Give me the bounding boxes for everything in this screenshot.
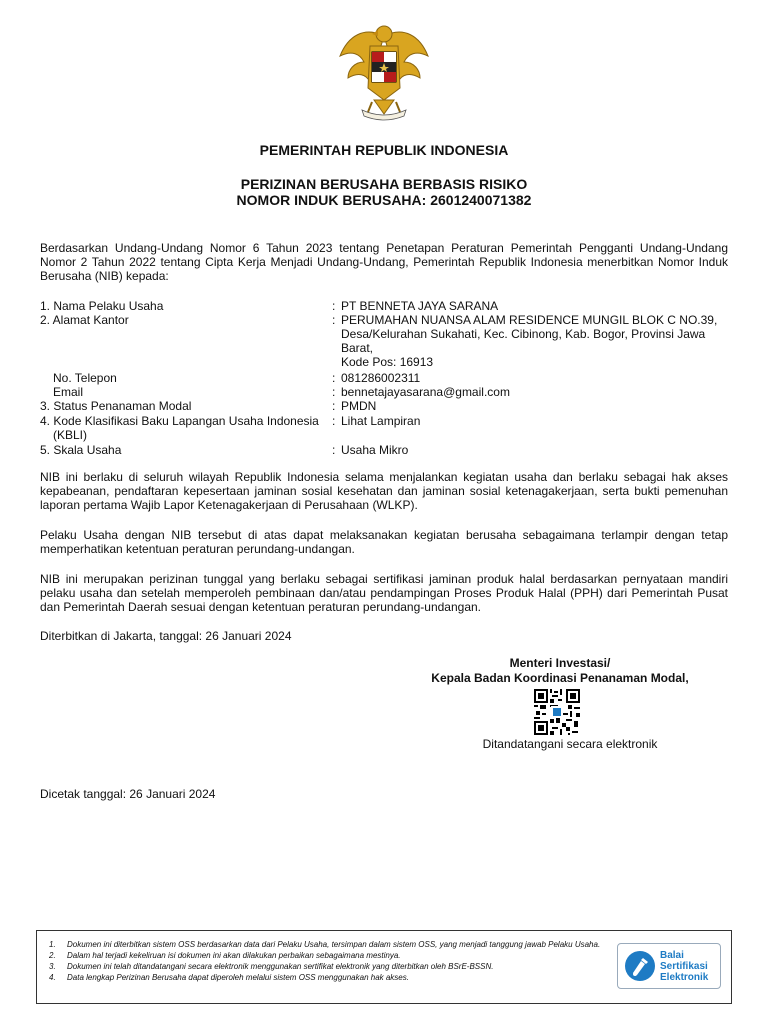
field-value: bennetajayasarana@gmail.com (341, 385, 510, 399)
field-colon: : (332, 313, 336, 327)
electronic-signature-note: Ditandatangani secara elektronik (482, 737, 658, 751)
issued-date: Diterbitkan di Jakarta, tanggal: 26 Januari 2024 (40, 629, 292, 643)
footer-note (49, 939, 609, 950)
garuda-emblem (334, 16, 434, 124)
nib-number: NOMOR INDUK BERUSAHA: 2601240071382 (236, 192, 532, 208)
footer-notes-list (49, 939, 609, 983)
printed-date: Dicetak tanggal: 26 Januari 2024 (40, 787, 216, 801)
bsre-line: Elektronik (660, 972, 709, 983)
field-colon: : (332, 385, 336, 399)
field-label: 2. Alamat Kantor (40, 313, 129, 327)
note-number: 3. (49, 962, 56, 971)
footer-note (49, 972, 609, 983)
bsre-logo-icon (624, 950, 656, 982)
note-text: Dokumen ini telah ditandatangani secara elektronik menggunakan sertifikat elektronik yang diterbitkan oleh BSrE-BSSN. (67, 962, 494, 971)
bsre-line: Sertifikasi (660, 961, 708, 972)
note-number: 2. (49, 951, 56, 960)
signatory-title: Menteri Investasi/ (509, 656, 611, 670)
field-value: Lihat Lampiran (341, 414, 421, 428)
kbli-label-line: 4. Kode Klasifikasi Baku Lapangan Usaha Indonesia (40, 414, 319, 428)
field-colon: : (332, 399, 336, 413)
field-colon: : (332, 299, 336, 313)
alamat-line: Desa/Kelurahan Sukahati, Kec. Cibinong, Kab. Bogor, Provinsi Jawa (341, 327, 706, 341)
footer-note (49, 961, 609, 972)
footer-note (49, 950, 609, 961)
field-label (40, 414, 322, 442)
qr-code (534, 689, 580, 735)
field-colon: : (332, 443, 336, 457)
kbli-label-line: (KBLI) (53, 428, 88, 442)
note-number: 4. (49, 973, 56, 982)
field-value: PT BENNETA JAYA SARANA (341, 299, 499, 313)
intro-paragraph: Berdasarkan Undang-Undang Nomor 6 Tahun 2023 tentang Penetapan Peraturan Pemerintah Pengganti Undang-Undang Nomor 2 Tahun 2022 tentang Cipta Kerja Menjadi Undang-Undang, Pemerintah Republik Indonesia menerbitkan Nomor Induk Berusaha (NIB) kepada: (40, 241, 728, 283)
field-value: 081286002311 (341, 371, 421, 385)
bsre-text (660, 950, 708, 983)
field-value: PMDN (341, 399, 377, 413)
note-number: 1. (49, 940, 56, 949)
signatory-institution: Kepala Badan Koordinasi Penanaman Modal, (431, 671, 689, 685)
field-label: 5. Skala Usaha (40, 443, 122, 457)
alamat-line: Barat, (341, 341, 374, 355)
note-text: Dokumen ini diterbitkan sistem OSS berdasarkan data dari Pelaku Usaha, tersimpan dalam sistem OSS, yang menjadi tanggung jawab Pelaku Usaha. (67, 940, 601, 949)
field-label: 3. Status Penanaman Modal (40, 399, 192, 413)
field-label: No. Telepon (53, 371, 117, 385)
alamat-line: Kode Pos: 16913 (341, 355, 434, 369)
alamat-line: PERUMAHAN NUANSA ALAM RESIDENCE MUNGIL BLOK C NO.39, (341, 313, 718, 327)
bsre-line: Balai (660, 950, 684, 961)
field-colon: : (332, 371, 336, 385)
activity-paragraph: Pelaku Usaha dengan NIB tersebut di atas dapat melaksanakan kegiatan berusaha sebagaimana terlampir dengan tetap memperhatikan ketentuan peraturan perundang-undangan. (40, 528, 728, 556)
note-text: Dalam hal terjadi kekeliruan isi dokumen ini akan dilakukan perbaikan sebagaimana mestinya. (67, 951, 401, 960)
halal-paragraph: NIB ini merupakan perizinan tunggal yang berlaku sebagai sertifikasi jaminan produk halal berdasarkan pernyataan mandiri pelaku usaha dan setelah memperoleh pembinaan dan/atau pendampingan Proses Produk Halal (PPH) dari Pemerintah Pusat dan Pemerintah Daerah sesuai dengan ketentuan peraturan perundang-undangan. (40, 572, 728, 614)
field-label: 1. Nama Pelaku Usaha (40, 299, 164, 313)
validity-paragraph: NIB ini berlaku di seluruh wilayah Republik Indonesia selama menjalankan kegiatan usaha dan berlaku sebagai hak akses kepabeanan, pendaftaran kepesertaan jaminan sosial kesehatan dan jaminan sosial ketenagakerjaan, serta bukti pemenuhan laporan pertama Wajib Lapor Ketenagakerjaan di Perusahaan (WLKP). (40, 470, 728, 512)
field-value (341, 313, 721, 369)
field-label: Email (53, 385, 84, 399)
document-title: PERIZINAN BERUSAHA BERBASIS RISIKO (240, 176, 528, 192)
field-colon: : (332, 414, 336, 428)
note-text: Data lengkap Perizinan Berusaha dapat diperoleh melalui sistem OSS menggunakan hak akses. (67, 973, 409, 982)
field-value: Usaha Mikro (341, 443, 409, 457)
government-title: PEMERINTAH REPUBLIK INDONESIA (259, 142, 509, 158)
bsre-badge (617, 943, 721, 989)
footer-notes-box (36, 930, 732, 1004)
